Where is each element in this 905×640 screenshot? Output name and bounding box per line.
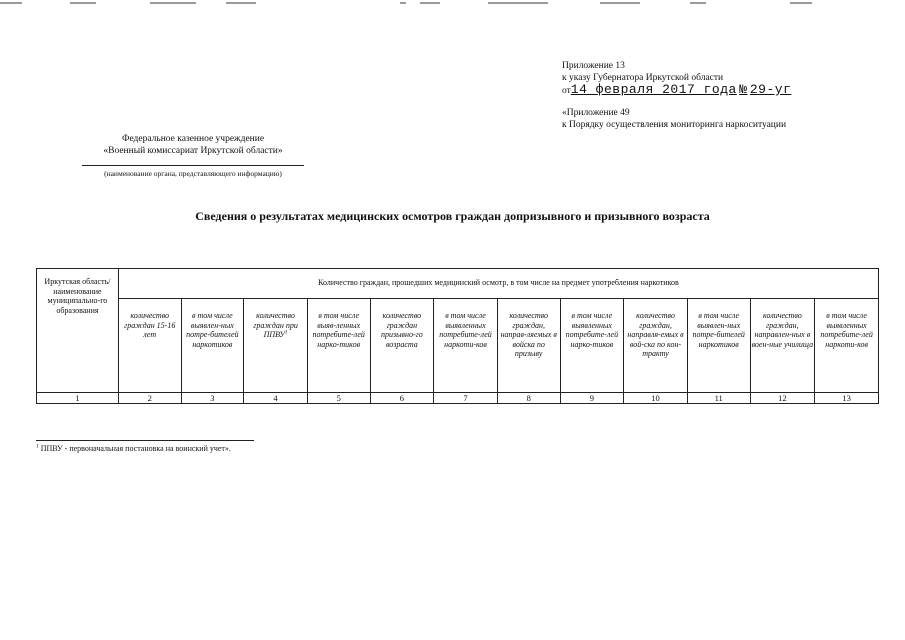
col-header-6: количество граждан призывно-го возраста bbox=[370, 299, 434, 393]
date-prefix: от bbox=[562, 86, 571, 96]
results-table bbox=[36, 268, 879, 404]
number-sign: № bbox=[739, 82, 748, 97]
col-number: 11 bbox=[687, 393, 750, 404]
col-header-2: количество граждан 15-16 лет bbox=[118, 299, 181, 393]
footnote bbox=[36, 444, 231, 453]
span-header: Количество граждан, прошедших медицинский осмотр, в том числе на предмет употребления наркотиков bbox=[118, 269, 878, 299]
org-line-1: Федеральное казенное учреждение bbox=[121, 134, 265, 144]
footnote-text: ППВУ - первоначальная постановка на воинский учет». bbox=[38, 444, 231, 453]
col-header-7: в том числе выявленных потребите-лей наркоти-ков bbox=[434, 299, 498, 393]
org-line-2: «Военный комиссариат Иркутской области» bbox=[103, 146, 283, 156]
col-number: 7 bbox=[434, 393, 498, 404]
scan-artifacts bbox=[0, 2, 905, 8]
appendix-date-line bbox=[562, 84, 791, 97]
col-header-3: в том числе выявлен-ных потре-бителей наркотиков bbox=[181, 299, 244, 393]
col-number: 9 bbox=[560, 393, 624, 404]
col-header-4-text: количество граждан при ППВУ bbox=[253, 311, 298, 339]
col-header-4 bbox=[244, 299, 308, 393]
col-number: 8 bbox=[497, 393, 560, 404]
organization-block bbox=[82, 133, 304, 180]
appendix-block bbox=[562, 60, 791, 131]
col-number: 12 bbox=[750, 393, 815, 404]
col-number: 5 bbox=[307, 393, 370, 404]
region-header: Иркутская область/ наименование муниципально-го образования bbox=[37, 269, 119, 393]
col-number: 13 bbox=[815, 393, 879, 404]
sub-appendix-number: «Приложение 49 bbox=[562, 108, 630, 118]
col-number: 6 bbox=[370, 393, 434, 404]
col-header-9: в том числе выявленных потребите-лей нарко-тиков bbox=[560, 299, 624, 393]
decree-number: 29-уг bbox=[749, 82, 792, 97]
col-header-5: в том числе выяв-ленных потребите-лей нарко-тиков bbox=[307, 299, 370, 393]
col-header-8: количество граждан, направ-ляемых в войска по призыву bbox=[497, 299, 560, 393]
col-number: 3 bbox=[181, 393, 244, 404]
table-header-row bbox=[37, 269, 879, 299]
appendix-number: Приложение 13 bbox=[562, 61, 625, 71]
col-number: 4 bbox=[244, 393, 308, 404]
table-column-headers bbox=[37, 299, 879, 393]
appendix-decree: к указу Губернатора Иркутской области bbox=[562, 73, 724, 83]
decree-date: 14 февраля 2017 года bbox=[570, 82, 737, 97]
footnote-ref: 1 bbox=[284, 329, 288, 336]
footnote-divider bbox=[36, 440, 254, 441]
document-title: Сведения о результатах медицинских осмотров граждан допризывного и призывного возраста bbox=[195, 209, 710, 223]
col-number: 1 bbox=[37, 393, 119, 404]
col-number: 2 bbox=[118, 393, 181, 404]
col-header-12: количество граждан, направлен-ных в воен-ные училища bbox=[750, 299, 815, 393]
org-caption: (наименование органа, представляющего информацию) bbox=[104, 169, 282, 178]
col-header-11: в том числе выявлен-ных потре-бителей наркотиков bbox=[687, 299, 750, 393]
column-number-row bbox=[37, 393, 879, 404]
col-number: 10 bbox=[624, 393, 688, 404]
col-header-13: в том числе выявленных потребите-лей наркоти-ков bbox=[815, 299, 879, 393]
col-header-10: количество граждан, направля-емых в вой-ска по кон-тракту bbox=[624, 299, 688, 393]
footnote-marker: 1 bbox=[36, 443, 39, 450]
sub-appendix-procedure: к Порядку осуществления мониторинга наркоситуации bbox=[562, 120, 787, 130]
org-underline bbox=[82, 165, 304, 166]
